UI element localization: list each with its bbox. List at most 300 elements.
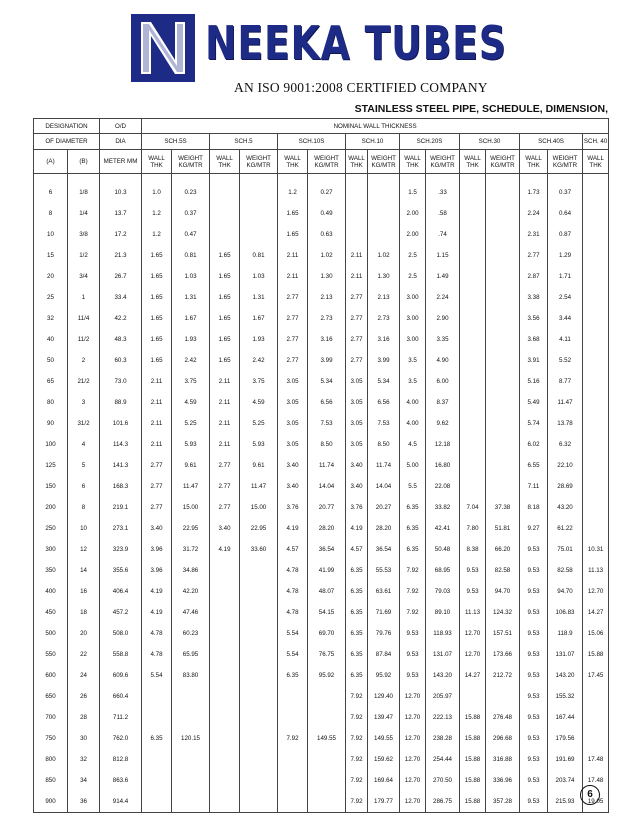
table-cell: [172, 791, 210, 813]
table-cell: 159.62: [368, 749, 400, 770]
table-cell: [460, 413, 486, 434]
table-cell: 1.65: [210, 266, 240, 287]
table-cell: 40: [34, 329, 68, 350]
table-cell: [583, 707, 609, 728]
table-row: [34, 329, 609, 350]
table-cell: 558.8: [100, 644, 142, 665]
table-cell: 24: [68, 665, 100, 686]
table-cell: 3.40: [278, 455, 308, 476]
table-cell: 2.11: [142, 434, 172, 455]
header-cell: WEIGHT KG/MTR: [426, 150, 460, 174]
table-row: [34, 287, 609, 308]
table-cell: 2.90: [426, 308, 460, 329]
table-cell: 3.56: [520, 308, 548, 329]
table-cell: 6.32: [548, 434, 583, 455]
table-cell: 1.65: [278, 224, 308, 245]
table-cell: 14.27: [460, 665, 486, 686]
header-cell: SCH.5S: [142, 134, 210, 150]
header-cell: WALL THK: [346, 150, 368, 174]
table-cell: 3: [68, 392, 100, 413]
table-cell: 15.00: [240, 497, 278, 518]
table-cell: 6: [34, 182, 68, 203]
table-cell: 118.9: [548, 623, 583, 644]
table-cell: 25: [34, 287, 68, 308]
table-cell: .58: [426, 203, 460, 224]
document-title: STAINLESS STEEL PIPE, SCHEDULE, DIMENSION,: [354, 103, 608, 115]
table-cell: 34: [68, 770, 100, 791]
header-cell: (A): [34, 150, 68, 174]
table-cell: 95.92: [368, 665, 400, 686]
header-cell: OF DIAMETER: [34, 134, 100, 150]
table-row: [34, 581, 609, 602]
table-cell: 8.50: [308, 434, 346, 455]
table-cell: 157.51: [486, 623, 520, 644]
table-cell: 61.22: [548, 518, 583, 539]
table-cell: 7.92: [346, 686, 368, 707]
table-cell: [460, 350, 486, 371]
table-cell: 1.65: [142, 266, 172, 287]
table-cell: 3.05: [278, 371, 308, 392]
table-cell: 28.20: [368, 518, 400, 539]
table-cell: 139.47: [368, 707, 400, 728]
table-cell: 3.05: [278, 392, 308, 413]
table-cell: 3.99: [308, 350, 346, 371]
table-cell: 10.3: [100, 182, 142, 203]
table-cell: 2: [68, 350, 100, 371]
table-cell: 22.95: [240, 518, 278, 539]
table-cell: 7.53: [308, 413, 346, 434]
table-cell: 3.40: [346, 476, 368, 497]
table-cell: 9.53: [520, 728, 548, 749]
table-cell: 9.53: [400, 644, 426, 665]
table-cell: [583, 203, 609, 224]
table-cell: [583, 308, 609, 329]
table-cell: 2.77: [346, 350, 368, 371]
table-cell: 6.55: [520, 455, 548, 476]
table-cell: 3.5: [400, 371, 426, 392]
table-cell: 15.88: [460, 791, 486, 813]
table-cell: 2.73: [308, 308, 346, 329]
table-cell: [486, 224, 520, 245]
table-cell: 6.35: [142, 728, 172, 749]
table-cell: 1.73: [520, 182, 548, 203]
table-cell: 1.65: [142, 308, 172, 329]
header-cell: SCH.5: [210, 134, 278, 150]
table-cell: [210, 686, 240, 707]
table-cell: 82.58: [486, 560, 520, 581]
table-cell: [278, 770, 308, 791]
table-cell: 30: [68, 728, 100, 749]
header-cell: SCH.30: [460, 134, 520, 150]
table-cell: 7.92: [346, 770, 368, 791]
table-cell: 2.11: [142, 413, 172, 434]
table-cell: [460, 455, 486, 476]
header-cell: WALL THK: [520, 150, 548, 174]
table-cell: 3.40: [142, 518, 172, 539]
table-cell: [210, 224, 240, 245]
table-cell: 200: [34, 497, 68, 518]
table-cell: 1.65: [210, 350, 240, 371]
table-cell: 5: [68, 455, 100, 476]
table-cell: 0.37: [548, 182, 583, 203]
table-cell: 4.00: [400, 413, 426, 434]
table-cell: 5.34: [368, 371, 400, 392]
table-cell: 125: [34, 455, 68, 476]
table-cell: 20.27: [368, 497, 400, 518]
table-cell: 2.24: [426, 287, 460, 308]
table-cell: 1: [68, 287, 100, 308]
table-cell: 1.65: [142, 245, 172, 266]
table-cell: 26.7: [100, 266, 142, 287]
table-cell: 8.77: [548, 371, 583, 392]
table-cell: 9.53: [400, 623, 426, 644]
table-cell: 2.11: [278, 245, 308, 266]
table-cell: 10.31: [583, 539, 609, 560]
table-cell: [583, 728, 609, 749]
table-cell: 4.59: [172, 392, 210, 413]
table-cell: 660.4: [100, 686, 142, 707]
table-cell: 28: [68, 707, 100, 728]
table-cell: 3.76: [346, 497, 368, 518]
table-cell: 131.07: [548, 644, 583, 665]
table-cell: 51.81: [486, 518, 520, 539]
table-cell: 205.97: [426, 686, 460, 707]
table-cell: 1.65: [210, 329, 240, 350]
table-cell: 5.74: [520, 413, 548, 434]
table-cell: 9.53: [520, 644, 548, 665]
table-cell: [486, 266, 520, 287]
table-cell: [346, 203, 368, 224]
table-cell: [460, 287, 486, 308]
table-row: [34, 203, 609, 224]
table-cell: [583, 518, 609, 539]
table-cell: 863.6: [100, 770, 142, 791]
table-cell: 1.65: [210, 308, 240, 329]
table-cell: 14.04: [308, 476, 346, 497]
table-cell: 12.70: [400, 707, 426, 728]
table-cell: [210, 560, 240, 581]
header-cell: DIA: [100, 134, 142, 150]
table-cell: 87.84: [368, 644, 400, 665]
table-cell: 143.20: [548, 665, 583, 686]
header-cell: WEIGHT KG/MTR: [548, 150, 583, 174]
table-cell: 42.41: [426, 518, 460, 539]
table-cell: 336.96: [486, 770, 520, 791]
table-cell: 457.2: [100, 602, 142, 623]
table-cell: 11/4: [68, 308, 100, 329]
table-cell: 3.40: [210, 518, 240, 539]
header-cell: WALL THK: [210, 150, 240, 174]
table-cell: 12.70: [400, 791, 426, 813]
table-cell: 17.48: [583, 749, 609, 770]
table-cell: 2.77: [346, 287, 368, 308]
table-cell: 114.3: [100, 434, 142, 455]
table-cell: 4.57: [346, 539, 368, 560]
table-cell: 155.32: [548, 686, 583, 707]
table-cell: 12.70: [400, 728, 426, 749]
table-cell: 63.61: [368, 581, 400, 602]
table-cell: 11.47: [548, 392, 583, 413]
table-cell: 2.5: [400, 266, 426, 287]
table-cell: 141.3: [100, 455, 142, 476]
table-cell: 650: [34, 686, 68, 707]
table-cell: [210, 203, 240, 224]
table-cell: 0.63: [308, 224, 346, 245]
table-cell: 450: [34, 602, 68, 623]
table-cell: 4.11: [548, 329, 583, 350]
table-cell: 2.42: [240, 350, 278, 371]
table-cell: 4.78: [278, 581, 308, 602]
table-cell: [583, 497, 609, 518]
table-cell: 3.44: [548, 308, 583, 329]
table-cell: 750: [34, 728, 68, 749]
table-row: [34, 602, 609, 623]
table-cell: 17.48: [583, 770, 609, 791]
table-cell: 2.11: [210, 434, 240, 455]
table-cell: 2.77: [278, 350, 308, 371]
table-cell: 0.64: [548, 203, 583, 224]
spacer-row: [34, 174, 609, 183]
table-row: [34, 686, 609, 707]
table-cell: .33: [426, 182, 460, 203]
table-cell: [460, 392, 486, 413]
table-cell: 179.77: [368, 791, 400, 813]
table-cell: [583, 371, 609, 392]
table-cell: 15.06: [583, 623, 609, 644]
table-cell: [583, 245, 609, 266]
table-cell: 3.05: [346, 434, 368, 455]
table-cell: 2.13: [308, 287, 346, 308]
table-cell: 15.00: [172, 497, 210, 518]
table-cell: 500: [34, 623, 68, 644]
table-cell: 14: [68, 560, 100, 581]
table-cell: 276.48: [486, 707, 520, 728]
table-cell: 2.11: [142, 392, 172, 413]
table-cell: 3.99: [368, 350, 400, 371]
table-cell: [583, 413, 609, 434]
header-cell: SCH.40S: [520, 134, 583, 150]
table-cell: [172, 749, 210, 770]
table-cell: [142, 686, 172, 707]
table-cell: 9.53: [520, 665, 548, 686]
table-cell: 5.5: [400, 476, 426, 497]
table-cell: 3.05: [278, 413, 308, 434]
table-cell: 1.71: [548, 266, 583, 287]
table-cell: 41.99: [308, 560, 346, 581]
table-cell: 5.93: [240, 434, 278, 455]
table-cell: 3.91: [520, 350, 548, 371]
table-cell: 5.54: [278, 644, 308, 665]
table-cell: [240, 707, 278, 728]
table-cell: 7.92: [400, 560, 426, 581]
table-cell: 22.08: [426, 476, 460, 497]
table-cell: 400: [34, 581, 68, 602]
table-cell: 1.30: [308, 266, 346, 287]
table-cell: 1/4: [68, 203, 100, 224]
table-cell: 2.77: [142, 476, 172, 497]
table-cell: 0.37: [172, 203, 210, 224]
table-cell: [278, 707, 308, 728]
n-logo-icon: [131, 14, 195, 82]
table-row: [34, 182, 609, 203]
table-cell: 9.61: [172, 455, 210, 476]
table-cell: 47.46: [172, 602, 210, 623]
header-cell: WEIGHT KG/MTR: [486, 150, 520, 174]
table-cell: 5.49: [520, 392, 548, 413]
table-cell: 3.00: [400, 287, 426, 308]
table-cell: .74: [426, 224, 460, 245]
table-cell: 1.65: [210, 287, 240, 308]
table-cell: 15: [34, 245, 68, 266]
table-cell: [240, 623, 278, 644]
table-row: [34, 539, 609, 560]
table-cell: [308, 686, 346, 707]
table-cell: 15.88: [583, 644, 609, 665]
table-cell: [486, 371, 520, 392]
table-cell: 7.04: [460, 497, 486, 518]
table-cell: 94.70: [486, 581, 520, 602]
table-cell: [583, 686, 609, 707]
table-cell: 3/8: [68, 224, 100, 245]
table-cell: 71.69: [368, 602, 400, 623]
table-cell: [240, 665, 278, 686]
table-cell: 21/2: [68, 371, 100, 392]
table-cell: [486, 434, 520, 455]
table-cell: 8.37: [426, 392, 460, 413]
table-cell: 17.2: [100, 224, 142, 245]
table-cell: 8.38: [460, 539, 486, 560]
table-cell: 3/4: [68, 266, 100, 287]
header-cell: DESIGNATION: [34, 119, 100, 134]
table-cell: 94.70: [548, 581, 583, 602]
table-cell: 800: [34, 749, 68, 770]
table-cell: 3.05: [346, 413, 368, 434]
table-cell: [210, 707, 240, 728]
table-cell: 2.77: [520, 245, 548, 266]
table-cell: 168.3: [100, 476, 142, 497]
table-cell: [368, 182, 400, 203]
table-cell: 75.01: [548, 539, 583, 560]
table-cell: [240, 203, 278, 224]
table-cell: 700: [34, 707, 68, 728]
table-cell: [278, 749, 308, 770]
table-cell: 60.23: [172, 623, 210, 644]
table-cell: 36.54: [308, 539, 346, 560]
table-row: [34, 644, 609, 665]
table-cell: 79.76: [368, 623, 400, 644]
table-cell: 609.6: [100, 665, 142, 686]
table-cell: 120.15: [172, 728, 210, 749]
table-cell: [486, 392, 520, 413]
table-cell: 3.05: [346, 392, 368, 413]
table-cell: [210, 665, 240, 686]
table-cell: 1.15: [426, 245, 460, 266]
table-cell: 600: [34, 665, 68, 686]
table-cell: 6.56: [308, 392, 346, 413]
header-cell: SCH. 40: [583, 134, 609, 150]
table-cell: 7.11: [520, 476, 548, 497]
pipe-schedule-table: [33, 118, 609, 813]
page-number: 6: [580, 785, 600, 805]
table-cell: 0.47: [172, 224, 210, 245]
table-cell: 3.40: [278, 476, 308, 497]
table-cell: 26: [68, 686, 100, 707]
table-cell: 18: [68, 602, 100, 623]
table-cell: 3.16: [368, 329, 400, 350]
table-cell: 31.72: [172, 539, 210, 560]
table-cell: [486, 455, 520, 476]
table-cell: 2.11: [210, 392, 240, 413]
table-cell: 7.80: [460, 518, 486, 539]
table-cell: [486, 413, 520, 434]
table-cell: [460, 476, 486, 497]
table-row: [34, 434, 609, 455]
header-cell: WALL THK: [583, 150, 609, 174]
table-cell: [240, 581, 278, 602]
table-cell: 2.77: [346, 329, 368, 350]
table-cell: [460, 371, 486, 392]
table-cell: [240, 602, 278, 623]
table-cell: 12.70: [460, 623, 486, 644]
table-cell: 4.78: [142, 644, 172, 665]
table-cell: [240, 182, 278, 203]
table-cell: 3.75: [240, 371, 278, 392]
table-cell: [583, 455, 609, 476]
table-row: [34, 623, 609, 644]
table-cell: 1.30: [368, 266, 400, 287]
table-cell: 3.75: [172, 371, 210, 392]
table-row: [34, 518, 609, 539]
table-cell: 12.70: [400, 770, 426, 791]
table-cell: 143.20: [426, 665, 460, 686]
table-cell: [240, 770, 278, 791]
table-cell: 300: [34, 539, 68, 560]
table-cell: 131.07: [426, 644, 460, 665]
table-cell: [172, 686, 210, 707]
table-cell: [240, 686, 278, 707]
table-cell: 212.72: [486, 665, 520, 686]
table-cell: 203.74: [548, 770, 583, 791]
table-cell: [460, 266, 486, 287]
table-cell: 9.53: [460, 581, 486, 602]
table-cell: 11.47: [240, 476, 278, 497]
table-cell: 219.1: [100, 497, 142, 518]
table-cell: 13.7: [100, 203, 142, 224]
table-cell: [240, 560, 278, 581]
table-row: [34, 455, 609, 476]
table-cell: 4.78: [142, 623, 172, 644]
table-cell: [583, 266, 609, 287]
header-cell: WEIGHT KG/MTR: [308, 150, 346, 174]
table-cell: 6.35: [346, 665, 368, 686]
table-cell: 55.53: [368, 560, 400, 581]
table-cell: 1.93: [172, 329, 210, 350]
table-cell: 65.95: [172, 644, 210, 665]
table-cell: 4.19: [142, 581, 172, 602]
table-cell: 12.18: [426, 434, 460, 455]
table-cell: 95.92: [308, 665, 346, 686]
table-cell: 15.88: [460, 728, 486, 749]
table-cell: 6.02: [520, 434, 548, 455]
table-row: [34, 560, 609, 581]
table-cell: 66.20: [486, 539, 520, 560]
table-cell: 2.77: [278, 329, 308, 350]
header-row-2: [34, 134, 609, 150]
table-cell: 3.5: [400, 350, 426, 371]
table-cell: [308, 791, 346, 813]
table-cell: 7.92: [400, 602, 426, 623]
table-cell: [583, 476, 609, 497]
